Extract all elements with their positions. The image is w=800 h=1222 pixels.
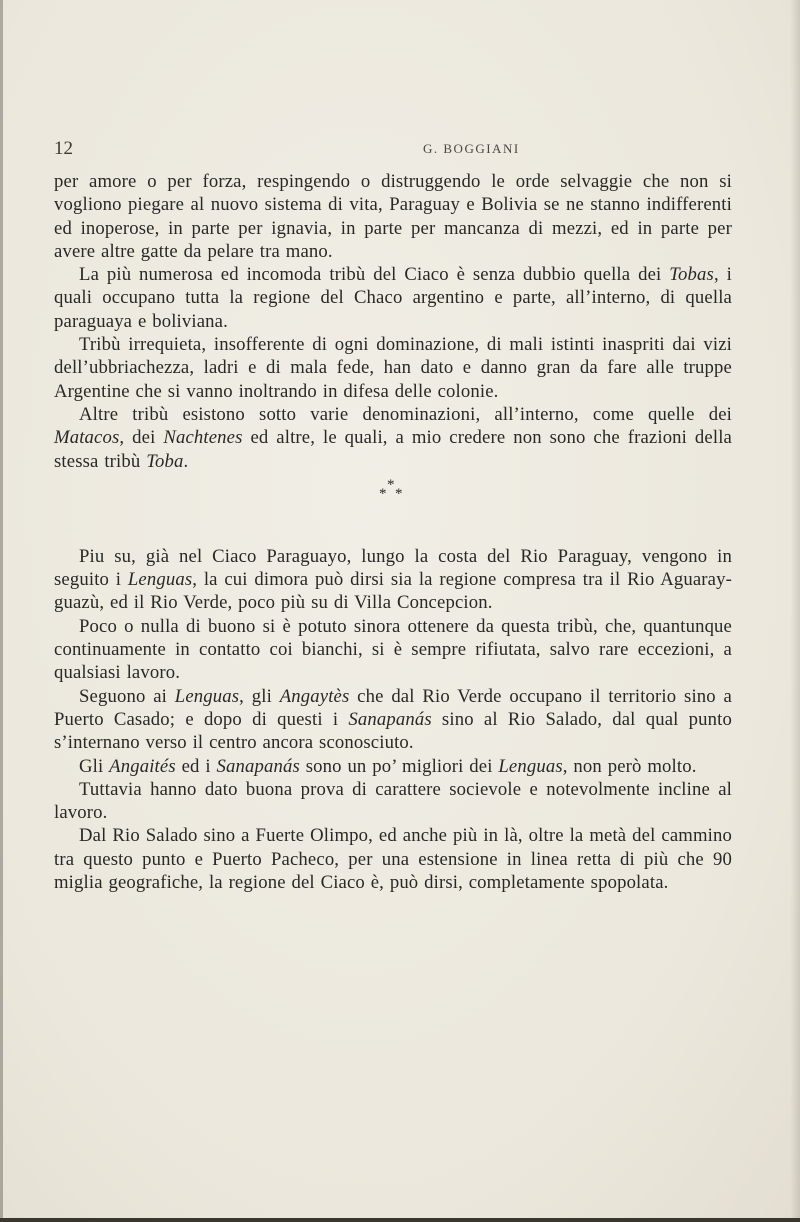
tribe-name-lenguas: Lenguas	[174, 685, 240, 707]
paragraph-4-text-b: , dei	[119, 427, 164, 449]
scan-edge-left	[0, 0, 3, 1222]
paragraph-4	[54, 403, 732, 473]
paragraph-8-text-d: , non però molto.	[562, 755, 697, 777]
paragraph-6-text: Poco o nulla di buono si è potuto sinora ottenere da questa tribù, che, quantunque continuamente in contatto coi bianchi, si è sempre rifiutata, salvo rare eccezioni, a qualsiasi lavoro.	[54, 615, 732, 684]
paragraph-8-text-c: sono un po’ migliori dei	[299, 755, 499, 777]
tribe-name-nachtenes: Nachtenes	[163, 427, 243, 449]
paragraph-9	[54, 778, 732, 825]
asterism-star-top: *	[387, 476, 395, 493]
paragraph-7-text-a: Seguono ai	[79, 685, 175, 707]
tribe-name-angaytes: Angaytès	[279, 685, 350, 707]
paragraph-3	[54, 333, 732, 403]
paragraph-6	[54, 615, 732, 685]
tribe-name-sanapanas: Sanapanás	[216, 755, 300, 777]
tribe-name-matacos: Matacos	[54, 427, 120, 449]
paragraph-3-text: Tribù irrequieta, insofferente di ogni dominazione, di mali istinti inaspriti dai vizi dell’ubbriachezza, ladri e di mala fede, han dato e danno gran da fare alle truppe Argentine che si vanno inoltrando in difesa delle colonie.	[54, 334, 732, 402]
paragraph-4-text-c: ed altre, le quali, a mio credere non sono che frazioni della stessa tribù	[54, 427, 732, 472]
paragraph-2-text-b: , i quali occupano tutta la regione del Chaco argentino e parte, all’interno, di quella paraguaya e boliviana.	[54, 264, 732, 332]
paragraph-5-text-a: Piu su, già nel Ciaco Paraguayo, lungo la costa del Rio Paraguay, vengono in seguito i	[54, 545, 732, 591]
scan-edge-bottom	[0, 1218, 800, 1222]
paragraph-10	[54, 824, 732, 894]
paragraph-8-text-a: Gli	[79, 755, 110, 777]
paragraph-8	[54, 755, 732, 778]
page-header	[54, 138, 714, 162]
paragraph-4-text-a: Altre tribù esistono sotto varie denominazioni, all’interno, come quelle dei	[79, 403, 732, 425]
tribe-name-lenguas: Lenguas	[127, 569, 193, 591]
section-asterism	[54, 473, 732, 545]
paragraph-1-text: per amore o per forza, respingendo o distruggendo le orde selvaggie che non si vogliono piegare al nuovo sistema di vita, Paraguay e Bolivia se ne stanno indifferenti ed inoperose, in parte per ignavia, in parte per mancanza di mezzi, ed in parte per avere altre gatte da pelare tra mano.	[54, 171, 732, 262]
asterism-star-left: *	[379, 485, 387, 502]
paragraph-10-text: Dal Rio Salado sino a Fuerte Olimpo, ed anche più in là, oltre la metà del cammino tra questo punto e Puerto Pacheco, per una estensione in linea retta di più che 90 miglia geografiche, la regione del Ciaco è, può dirsi, completamente spopolata.	[54, 825, 732, 894]
paragraph-1	[54, 170, 732, 263]
asterism-star-right: *	[395, 485, 403, 502]
tribe-name-toba: Toba	[146, 450, 184, 472]
running-head: G. BOGGIANI	[423, 141, 520, 156]
tribe-name-tobas: Tobas	[669, 264, 714, 286]
paragraph-8-text-b: ed i	[175, 755, 217, 777]
paragraph-7	[54, 685, 732, 755]
tribe-name-lenguas: Lenguas	[498, 755, 563, 777]
tribe-name-sanapanas: Sanapanás	[348, 708, 432, 730]
page-number: 12	[54, 138, 73, 159]
paragraph-7-text-c: che dal Rio Verde occupano il territorio sino a Puerto Casado; e dopo di questi i	[54, 685, 732, 730]
paragraph-9-text: Tuttavia hanno dato buona prova di carattere socievole e notevolmente incline al lavoro.	[54, 778, 732, 824]
paragraph-5-text-b: , la cui dimora può dirsi sia la regione compresa tra il Rio Aguaray-guazù, ed il Rio Verde, poco più su di Villa Concepcion.	[54, 569, 732, 614]
body-text	[54, 170, 732, 894]
tribe-name-angaites: Angaités	[109, 755, 176, 777]
scan-edge-right	[790, 0, 800, 1222]
paragraph-4-text-d: .	[183, 450, 189, 472]
paragraph-2-text-a: La più numerosa ed incomoda tribù del Ciaco è senza dubbio quella dei	[79, 264, 670, 286]
paragraph-7-text-d: sino al Rio Salado, dal qual punto s’internano verso il centro ancora sconosciuto.	[54, 708, 732, 754]
paragraph-2	[54, 263, 732, 333]
paragraph-5	[54, 545, 732, 615]
paragraph-7-text-b: , gli	[239, 685, 280, 707]
